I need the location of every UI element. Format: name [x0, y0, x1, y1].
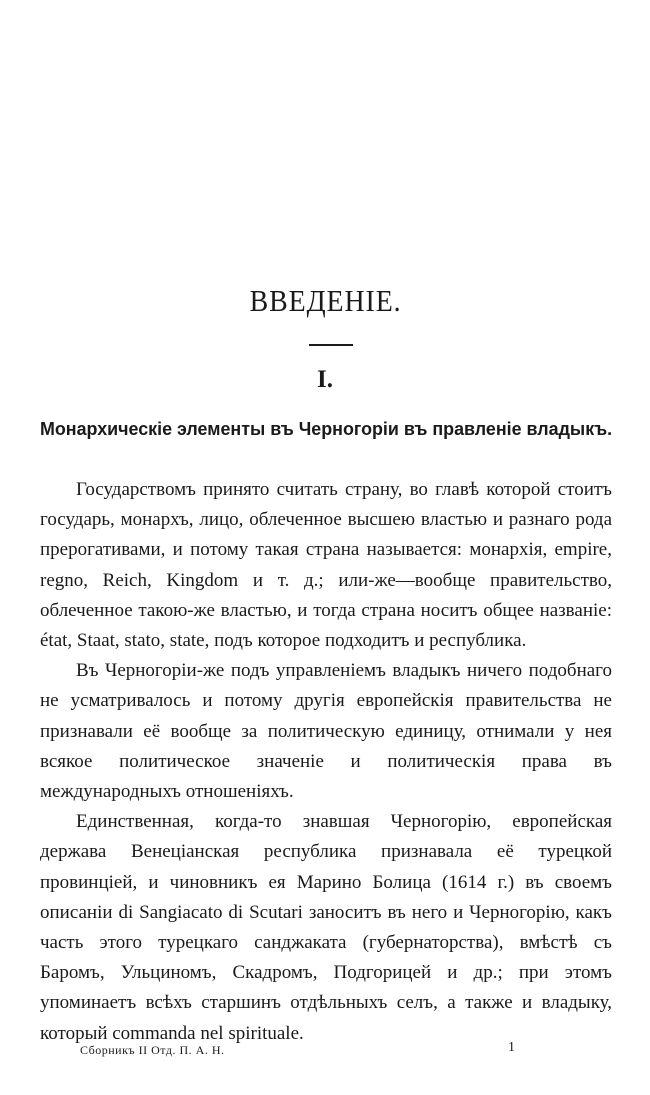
- paragraph: Въ Черногоріи-же подъ управленіемъ владыкъ ничего подобнаго не усматривалось и потому другія европейскія правительства не признавали её вообще за политическую единицу, отнимали у нея всякое политическое значеніе и политическія права въ международныхъ отношеніяхъ.: [40, 660, 612, 803]
- page-number: 1: [508, 1040, 515, 1055]
- body-text: [40, 475, 612, 1049]
- page-title: ВВЕДЕНІЕ.: [249, 283, 402, 318]
- paragraph: Единственная, когда-то знавшая Черногорію, европейская держава Венеціанская республика признавала её турецкой провинціей, и чиновникъ ея Марино Болица (1614 г.) въ своемъ описаніи di Sangiacato di Scutari заноситъ въ него и Черногорію, какъ часть этого турецкаго санджаката (губернаторства), вмѣстѣ съ Баромъ, Ульциномъ, Скадромъ, Подгорицей и др.; при этомъ упоминаетъ всѣхъ старшинъ отдѣльныхъ селъ, а также и владыку, который commanda nel spirituale.: [40, 811, 612, 1044]
- printer-signature: Сборникъ II Отд. П. А. Н.: [80, 1043, 225, 1057]
- section-number: I.: [317, 366, 333, 393]
- paragraph: Государствомъ принято считать страну, во главѣ которой стоитъ государь, монархъ, лицо, облеченное высшею властью и разнаго рода прерогативами, и потому такая страна называется: монархія, empire, regno, Reich, Kingdom и т. д.; или-же—вообще правительство, облеченное такою-же властью, и тогда страна носитъ общее названіе: état, Staat, stato, state, подъ которое подходитъ и республика.: [40, 479, 612, 652]
- title-divider: [309, 344, 353, 346]
- section-heading: Монархическіе элементы въ Черногоріи въ правленіе владыкъ.: [40, 419, 613, 439]
